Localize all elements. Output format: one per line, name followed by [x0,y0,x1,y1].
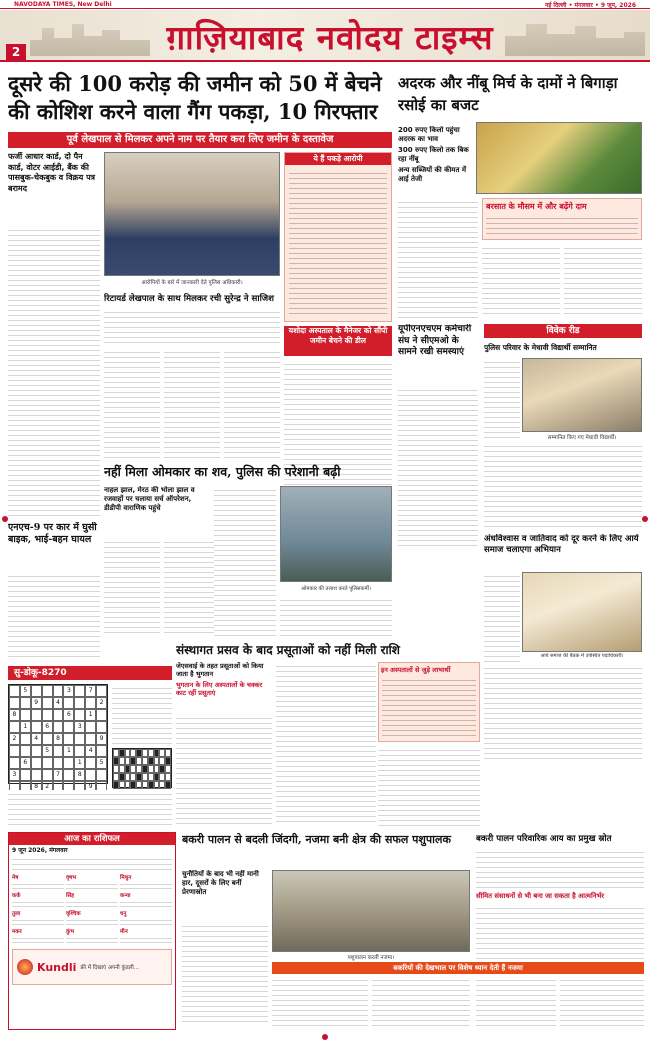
sudoku-cell[interactable] [20,769,31,781]
sudoku-block [8,666,172,826]
sudoku-cell[interactable] [31,757,42,769]
awareness-headline: अंधविश्वास व जातिवाद को दूर करने के लिए आर्य समाज चलाएगा अभियान [484,534,639,555]
awareness-photo [522,572,642,652]
horoscope-item [12,929,64,945]
ginger-photo [476,122,642,194]
lead-body-col1 [8,226,100,516]
sudoku-cell[interactable]: 5 [20,685,31,697]
paper-line: NAVODAYA TIMES, New Delhi [14,1,112,8]
ginger-body-col2 [482,244,560,318]
union-body [398,386,478,546]
sudoku-cell[interactable] [63,733,74,745]
sudoku-cell[interactable] [9,757,20,769]
ginger-headline: अदरक और नींबू मिर्च के दामों ने बिगाड़ा रसोई का बजट [398,74,618,114]
sudoku-cell[interactable] [42,769,53,781]
ginger-body-col3 [564,244,642,318]
sudoku-cell[interactable]: 3 [63,685,74,697]
skyline-right [505,16,645,56]
goat-sidebar-title: बकरी पालन परिवारिक आय का प्रमुख स्रोत [476,834,612,844]
horoscope-panchang [12,855,172,873]
registration-mark [642,516,648,522]
accused-sidebar-body [289,169,387,315]
sudoku-cell[interactable] [85,697,96,709]
accused-sidebar-title: ये हैं पकड़े आरोपी [285,153,391,165]
skyline-left [30,16,150,56]
page-number-badge [6,44,26,60]
sudoku-cell[interactable] [85,769,96,781]
sudoku-cell[interactable] [96,721,107,733]
awareness-body-bottom [484,664,642,760]
sudoku-cell[interactable]: 7 [53,769,64,781]
crossword-grid[interactable] [112,748,172,788]
delivery-box-title: इन अस्पतालों से जुड़े लाभार्थी [381,666,451,674]
horoscope-text [12,935,64,944]
horoscope-sign: कर्क [12,893,21,899]
lead-headline-line2: की कोशिश करने वाला गैंग पकड़ा, 10 गिरफ्तार [8,99,378,124]
goat-body-col3 [372,976,470,1026]
horoscope-sign: तुला [12,911,21,917]
delivery-body-col2 [276,662,376,826]
horoscope-sign: मिथुन [120,875,132,881]
nh9-headline: एनएच-9 पर कार में घुसी बाइक, भाई-बहन घायल [8,522,97,545]
sudoku-cell[interactable]: 7 [85,685,96,697]
omkar-bullet: नाहल झाल, मेरठ की भोला झाल व रजवाहों पर चलाया सर्च ऑपरेशन, डीडीपी वाराणिक पहुंचे [104,486,195,512]
horoscope-list [9,873,175,947]
sudoku-cell[interactable] [53,709,64,721]
omkar-body-col2 [164,538,220,636]
horoscope-text [12,881,64,890]
horoscope-text [120,899,172,908]
sudoku-cell[interactable]: 9 [31,697,42,709]
sudoku-cell[interactable]: 8 [31,781,42,793]
horoscope-sign: वृश्चिक [66,911,81,917]
sudoku-cell[interactable] [85,757,96,769]
sudoku-cell[interactable]: 9 [96,733,107,745]
omkar-body-col4 [280,596,392,636]
sudoku-cell[interactable] [20,745,31,757]
sudoku-cell[interactable] [9,745,20,757]
goat-body-col2 [272,976,368,1026]
rain-box [482,198,642,240]
vivek-caption: सम्मानित किए गए मेधावी विद्यार्थी। [547,435,617,441]
sudoku-cell[interactable] [20,733,31,745]
omkar-body-col3 [214,486,276,636]
sudoku-cell[interactable] [20,697,31,709]
omkar-caption: ओमकार की तलाश करते पुलिसकर्मी। [301,586,371,592]
goat-body-col1 [182,922,268,1026]
registration-mark [322,1034,328,1040]
sudoku-cell[interactable]: 2 [9,733,20,745]
sudoku-cell[interactable] [74,733,85,745]
ginger-bullet-3: अन्य सब्जियों की कीमत में आई तेजी [398,166,467,183]
sudoku-cell[interactable]: 2 [42,781,53,793]
sudoku-cell[interactable]: 3 [9,769,20,781]
retired-body-intro [104,308,280,344]
horoscope-text [66,917,118,926]
vivek-body-left [484,358,520,438]
sudoku-cell[interactable] [96,709,107,721]
sudoku-title: सु-डोकू-8270 [8,666,172,680]
rain-title: बरसात के मौसम में और बढ़ेंगे दाम [486,202,587,211]
goat-sidebar-body2 [476,904,644,960]
page-number: 2 [11,45,21,59]
sudoku-cell[interactable] [31,745,42,757]
horoscope-text [120,935,172,944]
lead-bullet-text: फर्जी आधार कार्ड, दो पैन कार्ड, वोटर आईडी, बैंक की पासबुक-चेकबुक व विक्रय पत्र बरामद [8,152,96,193]
horoscope-sign: मीन [120,929,128,935]
sudoku-cell[interactable] [20,709,31,721]
rain-body [486,214,638,238]
sudoku-cell[interactable] [63,697,74,709]
sudoku-cell[interactable] [53,685,64,697]
horoscope-item [120,929,172,945]
lead-deck: पूर्व लेखपाल से मिलकर अपने नाम पर तैयार करा लिए जमीन के दस्तावेज [8,132,392,148]
sudoku-cell[interactable]: 1 [85,709,96,721]
horoscope-text [66,899,118,908]
sudoku-cell[interactable] [31,709,42,721]
sudoku-cell[interactable]: 4 [53,697,64,709]
sudoku-cell[interactable] [9,697,20,709]
ginger-bullets [398,126,472,192]
horoscope-sign: मेष [12,875,19,881]
horoscope-block [8,832,176,1030]
ginger-bullet-2: 300 रुपए किलो तक बिक रहा नींबू [398,146,469,163]
sudoku-cell[interactable] [74,709,85,721]
vivek-photo [522,358,642,432]
horoscope-date: 9 जून 2026, मंगलवार [12,847,68,854]
registration-mark [2,516,8,522]
sudoku-cell[interactable]: 1 [74,757,85,769]
omkar-photo [280,486,392,582]
lead-bullet [8,152,100,222]
horoscope-text [66,935,118,944]
sudoku-cell[interactable] [53,721,64,733]
awareness-caption: आर्य समाज की बैठक में उपस्थित पदाधिकारी। [540,653,624,659]
nh9-body [8,572,100,660]
delivery-bullet-1: जेएसवाई के तहत प्रसूताओं को किया जाता है भुगतान [176,662,264,678]
goat-photo [272,870,470,952]
kundli-brand: Kundli [37,960,77,974]
sudoku-cell[interactable]: 8 [9,709,20,721]
vivek-body-bottom [484,442,642,530]
sudoku-cell[interactable] [42,685,53,697]
horoscope-sign: धनु [120,911,127,917]
sudoku-cell[interactable] [85,733,96,745]
masthead-title: ग़ाज़ियाबाद नवोदय टाइम्स [166,18,494,57]
retired-body-col2 [164,348,220,458]
kundli-logo-icon [17,959,33,975]
sudoku-cell[interactable] [53,757,64,769]
sudoku-cell[interactable] [31,685,42,697]
sudoku-cell[interactable] [63,757,74,769]
sudoku-cell[interactable] [96,769,107,781]
sudoku-cell[interactable]: 4 [85,745,96,757]
sudoku-cell[interactable] [74,697,85,709]
kundli-ad[interactable] [12,949,172,985]
delivery-box [378,662,480,742]
goat-sidebar-body3 [476,976,556,1026]
union-headline: यूपीएनएचएम कर्मचारी संघ ने सीएमओ के सामने रखी समस्याएं [398,324,472,357]
sudoku-cell[interactable] [74,685,85,697]
lead-headline-line1: दूसरे की 100 करोड़ की जमीन को 50 में बेचने [8,71,382,96]
delivery-bullet-2: भुगतान के लिए अस्पतालों के चक्कर काट रहीं प्रसूताएं [176,681,263,697]
omkar-headline: नहीं मिला ओमकार का शव, पुलिस की परेशानी बढ़ी [104,464,341,479]
horoscope-item [66,875,118,891]
retired-body-col3 [224,348,280,458]
horoscope-text [66,881,118,890]
sudoku-cell[interactable]: 8 [74,769,85,781]
date-line: नई दिल्ली • मंगलवार • 9 जून, 2026 [545,2,636,9]
sudoku-cell[interactable] [63,721,74,733]
goat-caption: पशुपालन करतीं नजमा। [347,955,395,961]
delivery-body-col3 [378,746,480,826]
sudoku-cell[interactable] [53,745,64,757]
kundli-sub: फ्री में दिखाएं अपनी कुंडली... [80,965,140,971]
lead-headline [8,70,392,130]
sudoku-cell[interactable] [9,721,20,733]
goat-sidebar-body4 [560,976,644,1026]
vivek-label: विवेक रीड [484,324,642,338]
sudoku-cell[interactable]: 6 [20,757,31,769]
retired-headline: रिटायर्ड लेखपाल के साथ मिलकर रची सुरेन्द्र ने साजिश [104,294,275,304]
horoscope-item [12,875,64,891]
sudoku-cell[interactable]: 8 [53,733,64,745]
sudoku-cell[interactable] [96,685,107,697]
horoscope-item [66,911,118,927]
sudoku-cell[interactable]: 4 [31,733,42,745]
omkar-body-col1 [104,538,160,636]
horoscope-item [120,875,172,891]
sudoku-cell[interactable] [96,745,107,757]
top-strip [0,0,650,9]
sudoku-answer-text [8,790,172,826]
sudoku-cell[interactable]: 3 [74,721,85,733]
sudoku-cell[interactable]: 5 [96,757,107,769]
sudoku-cell[interactable]: 1 [63,745,74,757]
ginger-body-col1 [398,198,478,318]
sudoku-rules [112,684,172,744]
sudoku-cell[interactable] [31,769,42,781]
sudoku-cell[interactable] [42,697,53,709]
accused-sidebar [284,152,392,322]
vivek-headline: पुलिस परिवार के मेधावी विद्यार्थी सम्मानित [484,343,597,352]
sudoku-cell[interactable]: 2 [96,697,107,709]
sudoku-cell[interactable]: 1 [20,721,31,733]
horoscope-text [12,917,64,926]
delivery-bullets [176,662,272,712]
horoscope-sign: कुंभ [66,929,75,935]
horoscope-item [120,893,172,909]
horoscope-text [120,917,172,926]
goat-bullet: चुनौतियों के बाद भी नहीं मानी हार, दूसरों के लिए बनीं प्रेरणास्रोत [182,870,259,896]
lead-photo [104,152,280,276]
sudoku-cell[interactable] [9,685,20,697]
sudoku-cell[interactable]: 6 [63,709,74,721]
horoscope-text [120,881,172,890]
ginger-bullet-1: 200 रुपए किलो पहुंचा अदरक का भाव [398,126,460,143]
horoscope-item [66,893,118,909]
horoscope-item [120,911,172,927]
retired-body-col1 [104,348,160,458]
sudoku-cell[interactable]: 5 [42,745,53,757]
horoscope-item [66,929,118,945]
sudoku-cell[interactable] [63,769,74,781]
horoscope-text [12,899,64,908]
sudoku-cell[interactable] [42,733,53,745]
sudoku-cell[interactable] [31,721,42,733]
horoscope-item [12,911,64,927]
delivery-headline: संस्थागत प्रसव के बाद प्रसूताओं को नहीं मिली राशि [176,643,400,657]
sudoku-cell[interactable] [74,745,85,757]
goat-sidebar-body1 [476,848,644,888]
horoscope-item [12,893,64,909]
horoscope-sign: सिंह [66,893,75,899]
deal-sidebar-title: यशोदा अस्पताल के मैनेजर को सौंपी जमीन बेचने की डील [284,326,392,356]
horoscope-sign: कन्या [120,893,131,899]
horoscope-sign: मकर [12,929,22,935]
sudoku-cell[interactable] [85,721,96,733]
goat-sidebar-deck: सीमित संसाधनों से भी बना जा सकता है आत्मनिर्भर [476,892,605,900]
horoscope-title: आज का राशिफल [9,833,175,845]
sudoku-grid[interactable] [8,684,108,790]
goat-strip: बकरियों की देखभाल पर विशेष ध्यान देती हैं नजमा [272,962,644,974]
delivery-box-body [382,676,476,736]
masthead [0,10,650,62]
sudoku-cell[interactable] [42,757,53,769]
sudoku-cell[interactable]: 6 [42,721,53,733]
sudoku-cell[interactable] [42,709,53,721]
goat-headline: बकरी पालन से बदली जिंदगी, नजमा बनी क्षेत्र की सफल पशुपालक [182,833,451,846]
horoscope-sign: वृषभ [66,875,77,881]
delivery-body-col1 [176,714,272,826]
lead-photo-caption: आरोपियों के बारे में जानकारी देते पुलिस अधिकारी। [141,280,243,286]
sudoku-cell[interactable]: 9 [85,781,96,793]
